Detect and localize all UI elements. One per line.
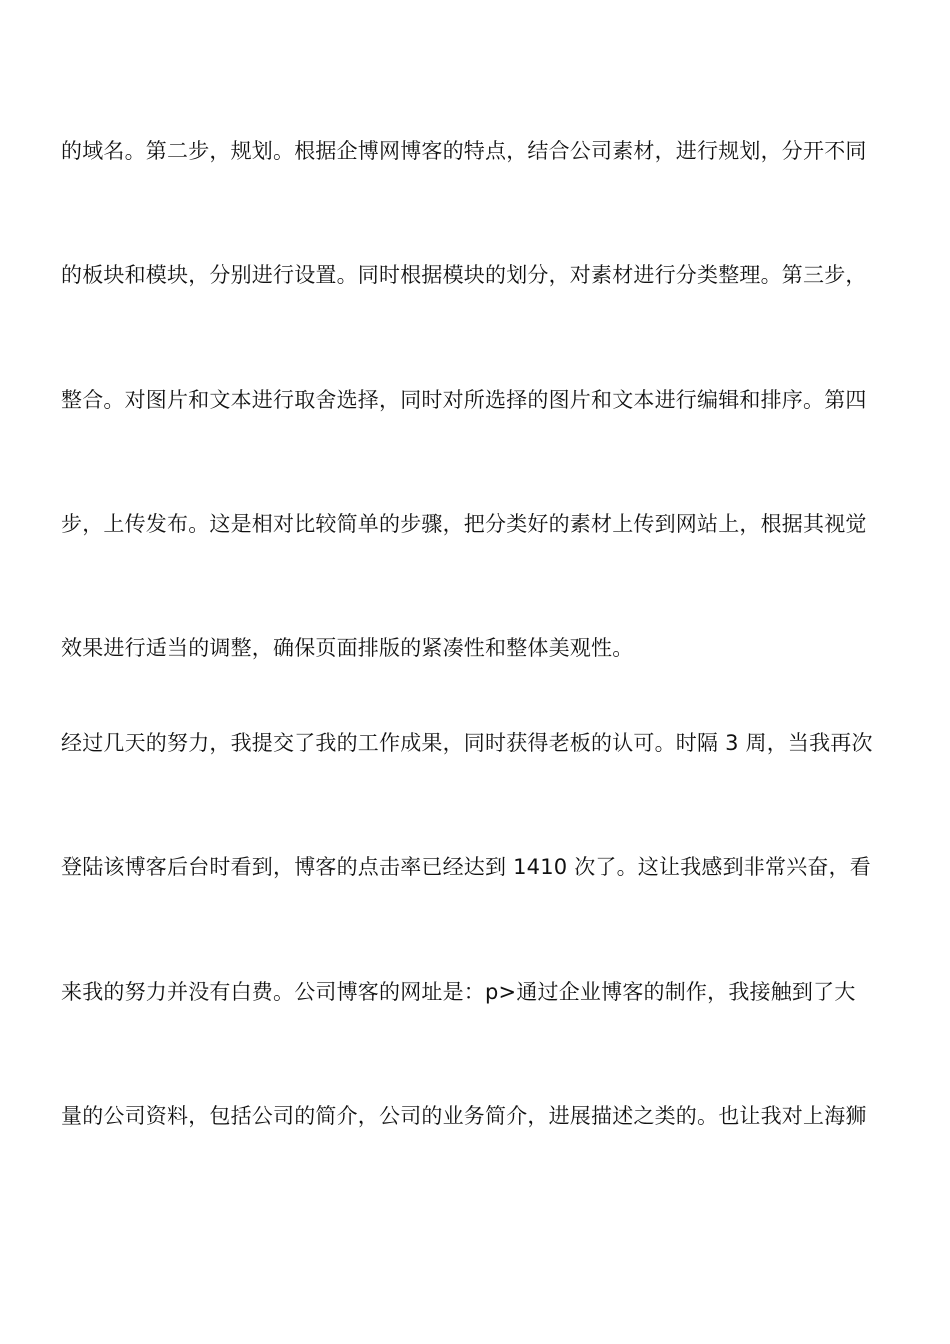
text-line: 的板块和模块，分别进行设置。同时根据模块的划分，对素材进行分类整理。第三步， — [61, 263, 867, 287]
text-line: 来我的努力并没有白费。公司博客的网址是：p>通过企业博客的制作，我接触到了大 — [61, 980, 856, 1004]
text-line: 效果进行适当的调整，确保页面排版的紧凑性和整体美观性。 — [61, 636, 634, 660]
text-line: 的域名。第二步，规划。根据企博网博客的特点，结合公司素材，进行规划，分开不同 — [61, 139, 867, 163]
text-line: 经过几天的努力，我提交了我的工作成果，同时获得老板的认可。时隔 3 周，当我再次 — [61, 731, 873, 755]
text-line: 登陆该博客后台时看到，博客的点击率已经达到 1410 次了。这让我感到非常兴奋，看 — [61, 855, 871, 879]
text-line: 步，上传发布。这是相对比较简单的步骤，把分类好的素材上传到网站上，根据其视觉 — [61, 512, 867, 536]
text-line: 整合。对图片和文本进行取舍选择，同时对所选择的图片和文本进行编辑和排序。第四 — [61, 388, 867, 412]
text-line: 量的公司资料，包括公司的简介，公司的业务简介，进展描述之类的。也让我对上海狮 — [61, 1104, 867, 1128]
